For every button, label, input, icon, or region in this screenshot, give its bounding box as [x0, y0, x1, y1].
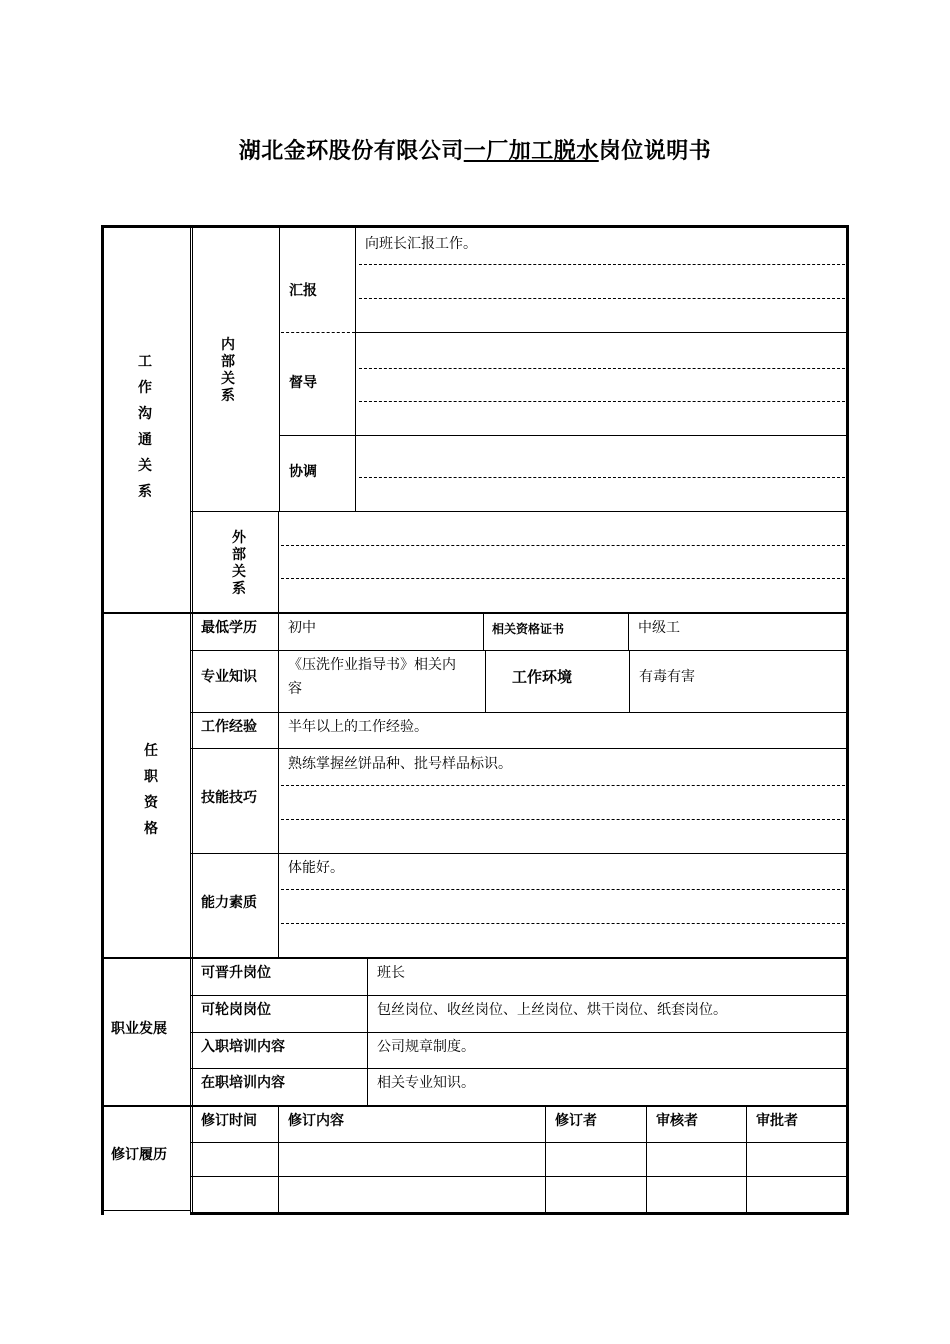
report-label: 汇报: [289, 283, 317, 299]
environment-label: 工作环境: [512, 668, 573, 686]
rotation-label: 可轮岗岗位: [201, 1002, 271, 1018]
knowledge-label: 专业知识: [201, 669, 257, 685]
internal-relations-label: 内部关系: [221, 337, 235, 404]
page-title: 湖北金环股份有限公司一厂加工脱水岗位说明书: [238, 139, 712, 164]
certificate-label: 相关资格证书: [492, 622, 565, 636]
skills-value: 熟练掌握丝饼品种、批号样品标识。: [288, 756, 512, 772]
job-description-table: [101, 225, 849, 1215]
revision-header-content: 修订内容: [288, 1113, 344, 1129]
revision-header-reviser: 修订者: [555, 1113, 597, 1129]
report-text: 向班长汇报工作。: [365, 236, 477, 252]
knowledge-value-line2: 容: [288, 681, 302, 697]
rotation-value: 包丝岗位、收丝岗位、上丝岗位、烘干岗位、纸套岗位。: [377, 1002, 727, 1018]
career-section-label: 职业发展: [111, 1021, 167, 1037]
min-education-value: 初中: [288, 620, 316, 636]
promotion-label: 可晋升岗位: [201, 965, 271, 981]
external-relations-label: 外部关系: [232, 530, 246, 597]
experience-label: 工作经验: [201, 719, 257, 735]
induction-value: 公司规章制度。: [377, 1039, 475, 1055]
revision-header-reviewer: 审核者: [656, 1113, 698, 1129]
revision-header-time: 修订时间: [201, 1113, 257, 1129]
skills-label: 技能技巧: [201, 790, 257, 806]
ability-value: 体能好。: [288, 860, 344, 876]
knowledge-value-line1: 《压洗作业指导书》相关内: [288, 657, 456, 673]
onjob-label: 在职培训内容: [201, 1075, 285, 1091]
ability-label: 能力素质: [201, 895, 257, 911]
min-education-label: 最低学历: [201, 620, 257, 636]
revision-header-approver: 审批者: [756, 1113, 798, 1129]
onjob-value: 相关专业知识。: [377, 1075, 475, 1091]
induction-label: 入职培训内容: [201, 1039, 285, 1055]
promotion-value: 班长: [377, 965, 405, 981]
supervise-label: 督导: [289, 375, 317, 391]
communication-section-label: 工作沟通关系: [138, 354, 152, 500]
coordinate-label: 协调: [289, 464, 317, 480]
qualification-section-label: 任职资格: [144, 743, 158, 837]
environment-value: 有毒有害: [639, 669, 695, 685]
certificate-value: 中级工: [638, 620, 680, 636]
revision-section-label: 修订履历: [111, 1147, 167, 1163]
experience-value: 半年以上的工作经验。: [288, 719, 428, 735]
